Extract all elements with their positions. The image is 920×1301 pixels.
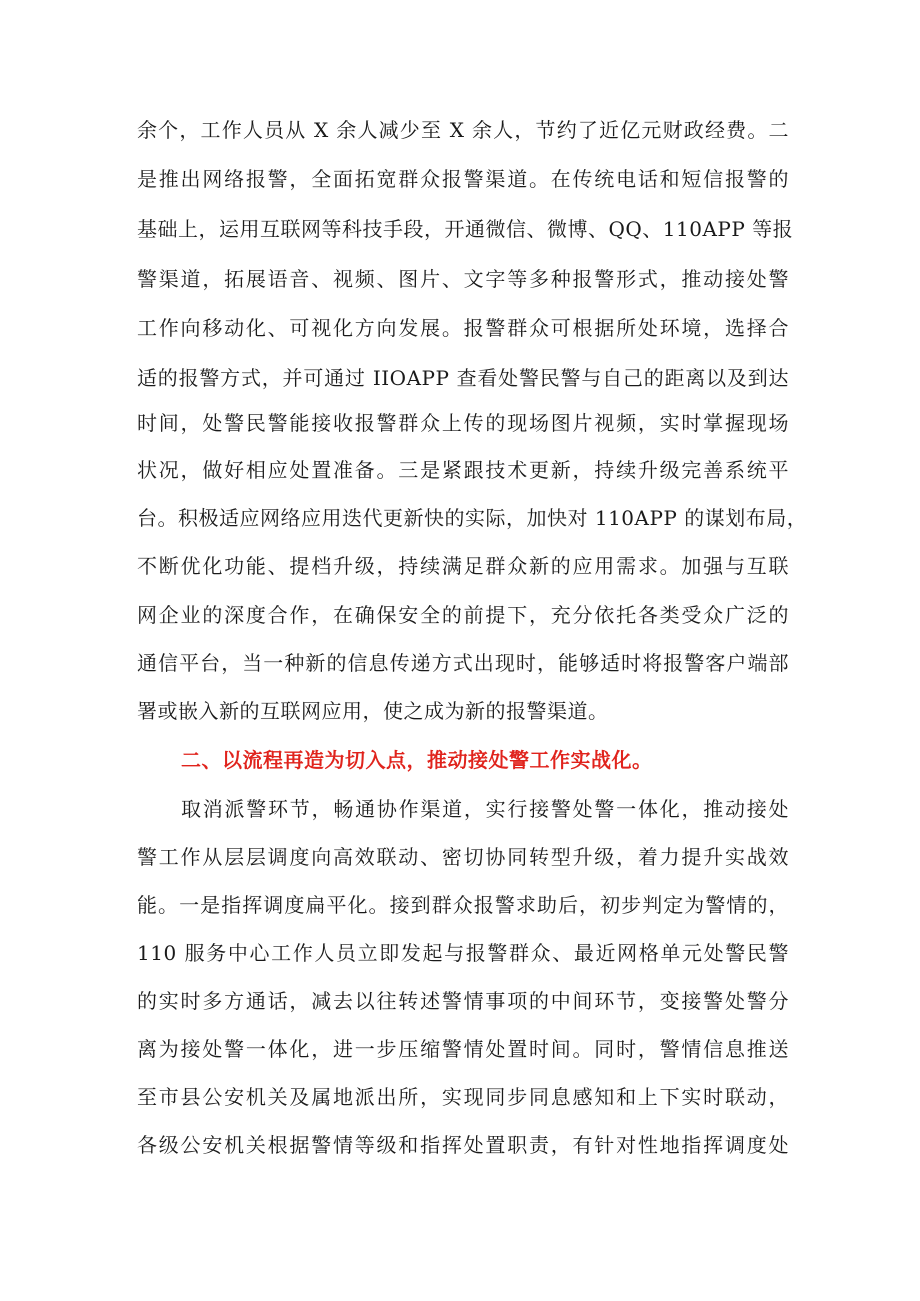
text-line: 离为接处警一体化，进一步压缩警情处置时间。同时，警情信息推送 — [137, 1037, 789, 1061]
text-line: 是推出网络报警，全面拓宽群众报警渠道。在传统电话和短信报警的 — [137, 167, 789, 191]
text-line: 至市县公安机关及属地派出所，实现同步同息感知和上下实时联动， — [137, 1085, 789, 1109]
text-line: 工作向移动化、可视化方向发展。报警群众可根据所处环境，选择合 — [137, 316, 789, 340]
text-line: 署或嵌入新的互联网应用，使之成为新的报警渠道。 — [137, 699, 609, 723]
text-line: 基础上，运用互联网等科技手段，开通微信、微博、QQ、110APP 等报 — [137, 217, 794, 241]
text-line: 取消派警环节，畅通协作渠道，实行接警处警一体化，推动接处 — [181, 797, 789, 821]
text-line: 警渠道，拓展语音、视频、图片、文字等多种报警形式，推动接处警 — [137, 267, 789, 291]
text-line: 台。积极适应网络应用迭代更新快的实际，加快对 110APP 的谋划布局， — [137, 506, 808, 530]
text-line: 时间，处警民警能接收报警群众上传的现场图片视频，实时掌握现场 — [137, 411, 789, 435]
text-line: 各级公安机关根据警情等级和指挥处置职责，有针对性地指挥调度处 — [137, 1133, 789, 1157]
text-line: 110 服务中心工作人员立即发起与报警群众、最近网格单元处警民警 — [137, 941, 789, 965]
text-line: 能。一是指挥调度扁平化。接到群众报警求助后，初步判定为警情的， — [137, 893, 789, 917]
text-line: 网企业的深度合作，在确保安全的前提下，充分依托各类受众广泛的 — [137, 603, 789, 627]
text-line: 的实时多方通话，减去以往转述警情事项的中间环节，变接警处警分 — [137, 989, 789, 1013]
text-line: 适的报警方式，并可通过 IIOAPP 查看处警民警与自己的距离以及到达 — [137, 366, 789, 390]
text-line: 警工作从层层调度向高效联动、密切协同转型升级，着力提升实战效 — [137, 845, 789, 869]
text-line: 不断优化功能、提档升级，持续满足群众新的应用需求。加强与互联 — [137, 554, 789, 578]
text-line: 通信平台，当一种新的信息传递方式出现时，能够适时将报警客户端部 — [137, 651, 789, 675]
section-heading: 二、以流程再造为切入点，推动接处警工作实战化。 — [181, 748, 653, 772]
text-line: 余个，工作人员从 X 余人减少至 X 余人，节约了近亿元财政经费。二 — [137, 118, 789, 142]
text-line: 状况，做好相应处置准备。三是紧跟技术更新，持续升级完善系统平 — [137, 458, 789, 482]
